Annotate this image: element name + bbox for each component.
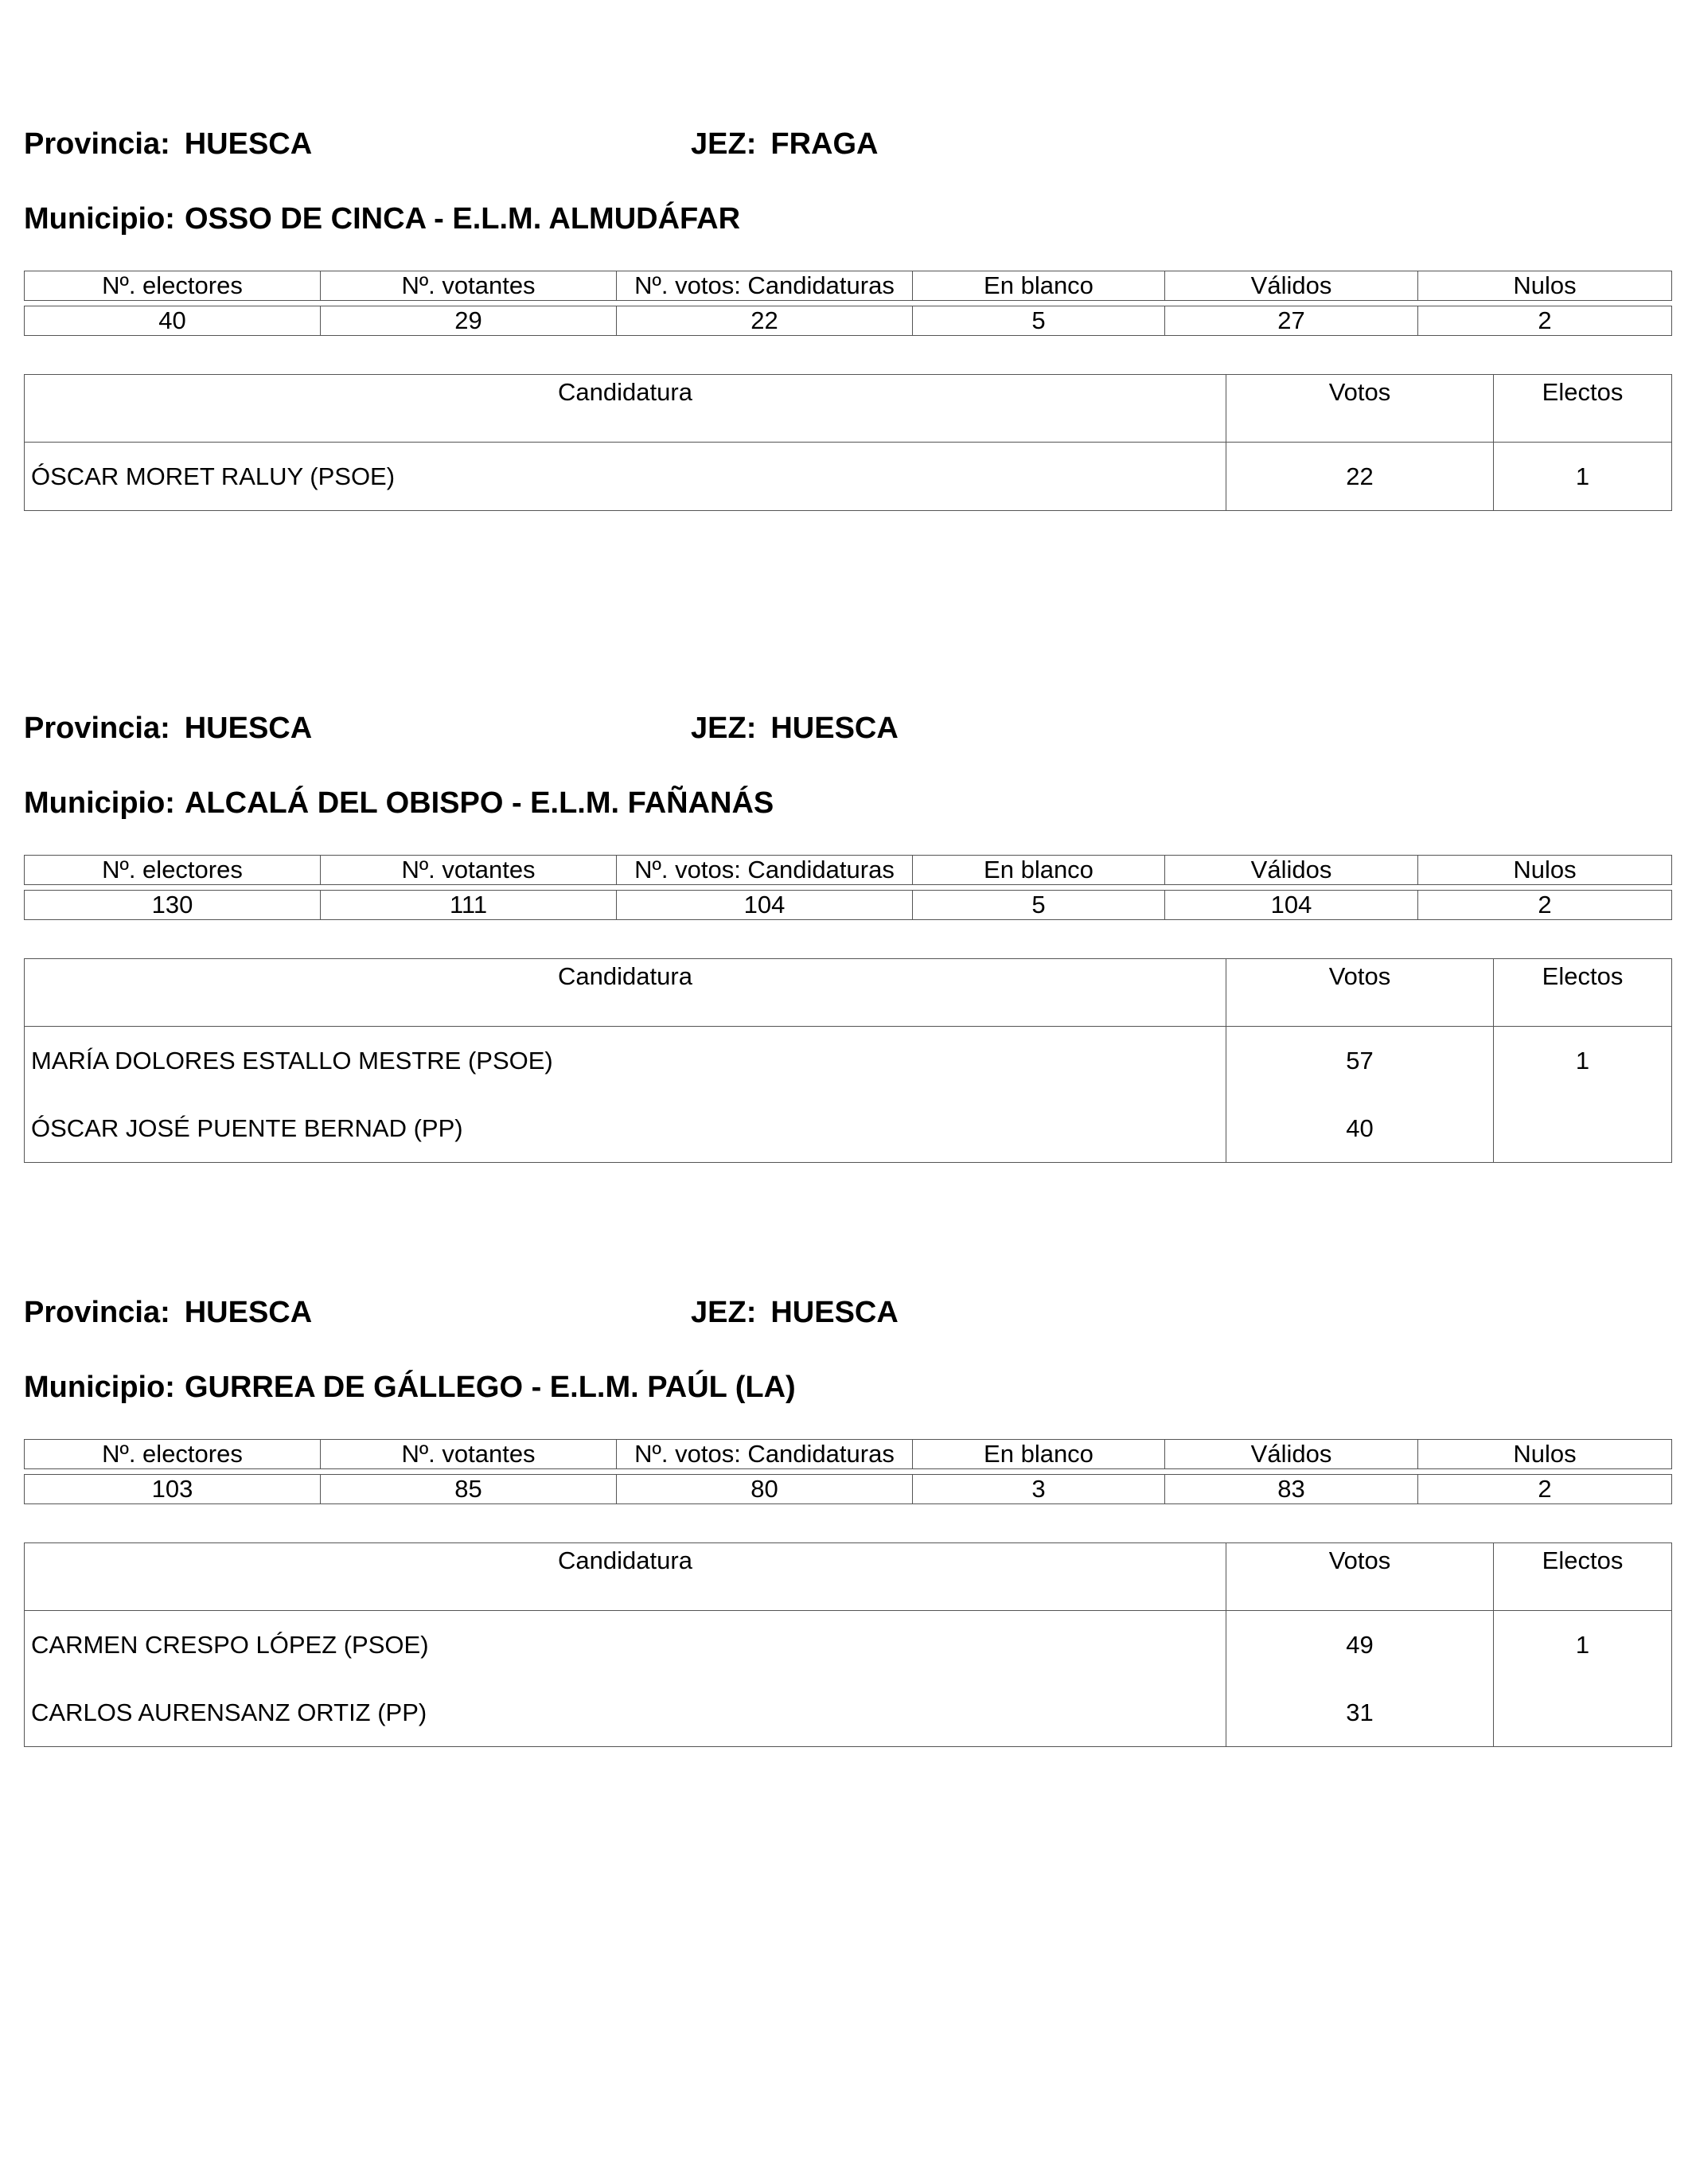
stats-value: 103 — [25, 1475, 321, 1504]
candidate-votos: 57 — [1226, 1027, 1494, 1095]
municipio-value: ALCALÁ DEL OBISPO - E.L.M. FAÑANÁS — [184, 786, 774, 820]
stats-header: Nº. electores — [25, 271, 321, 301]
stats-header: Válidos — [1165, 1440, 1418, 1469]
stats-header: Nº. electores — [25, 1440, 321, 1469]
jez-line — [691, 713, 899, 743]
stats-table — [24, 1439, 1672, 1504]
electos-header: Electos — [1494, 1543, 1672, 1611]
candidatura-header: Candidatura — [25, 1543, 1226, 1611]
candidate-electos — [1494, 1679, 1672, 1747]
stats-value: 3 — [913, 1475, 1165, 1504]
jez-label: JEZ: — [691, 127, 757, 161]
candidate-row — [25, 1611, 1672, 1679]
stats-header: Válidos — [1165, 271, 1418, 301]
jez-label: JEZ: — [691, 712, 757, 745]
candidates-table — [24, 958, 1672, 1163]
provincia-label: Provincia: — [24, 127, 170, 161]
stats-value-row — [25, 1475, 1672, 1504]
stats-value: 104 — [1165, 891, 1418, 920]
stats-header-row — [25, 271, 1672, 301]
jez-label: JEZ: — [691, 1296, 757, 1329]
stats-value: 5 — [913, 306, 1165, 336]
stats-header-row — [25, 856, 1672, 885]
candidate-votos: 40 — [1226, 1094, 1494, 1163]
candidates-header-row — [25, 1543, 1672, 1611]
stats-value: 104 — [617, 891, 913, 920]
stats-value: 2 — [1418, 891, 1672, 920]
candidate-row — [25, 443, 1672, 511]
candidate-electos: 1 — [1494, 1611, 1672, 1679]
candidate-votos: 31 — [1226, 1679, 1494, 1747]
candidate-name: CARMEN CRESPO LÓPEZ (PSOE) — [25, 1611, 1226, 1679]
stats-value-row — [25, 891, 1672, 920]
candidate-votos: 49 — [1226, 1611, 1494, 1679]
stats-header: Nº. votantes — [321, 856, 617, 885]
stats-value: 22 — [617, 306, 913, 336]
stats-header: Nulos — [1418, 856, 1672, 885]
municipio-line — [24, 788, 774, 818]
votos-header: Votos — [1226, 1543, 1494, 1611]
stats-header: Nulos — [1418, 1440, 1672, 1469]
stats-value-row — [25, 306, 1672, 336]
provincia-line — [24, 129, 312, 159]
electos-header: Electos — [1494, 959, 1672, 1027]
stats-header: Nº. votantes — [321, 271, 617, 301]
candidates-table — [24, 1542, 1672, 1747]
stats-header: En blanco — [913, 271, 1165, 301]
candidate-votos: 22 — [1226, 443, 1494, 511]
stats-header: En blanco — [913, 1440, 1165, 1469]
stats-header: Nº. votantes — [321, 1440, 617, 1469]
provincia-value: HUESCA — [184, 712, 313, 745]
stats-value: 80 — [617, 1475, 913, 1504]
stats-header: Nº. votos: Candidaturas — [617, 1440, 913, 1469]
candidate-name: MARÍA DOLORES ESTALLO MESTRE (PSOE) — [25, 1027, 1226, 1095]
municipio-line — [24, 1372, 796, 1402]
municipio-value: OSSO DE CINCA - E.L.M. ALMUDÁFAR — [184, 202, 741, 236]
stats-header: Nº. votos: Candidaturas — [617, 271, 913, 301]
municipio-line — [24, 204, 740, 234]
stats-value: 5 — [913, 891, 1165, 920]
candidate-electos — [1494, 1094, 1672, 1163]
stats-value: 111 — [321, 891, 617, 920]
candidate-row — [25, 1094, 1672, 1163]
stats-value: 83 — [1165, 1475, 1418, 1504]
candidate-electos: 1 — [1494, 1027, 1672, 1095]
stats-value: 40 — [25, 306, 321, 336]
votos-header: Votos — [1226, 375, 1494, 443]
stats-value: 29 — [321, 306, 617, 336]
provincia-line — [24, 713, 312, 743]
stats-value: 2 — [1418, 1475, 1672, 1504]
jez-value: FRAGA — [770, 127, 879, 161]
municipio-value: GURREA DE GÁLLEGO - E.L.M. PAÚL (LA) — [184, 1371, 796, 1404]
electos-header: Electos — [1494, 375, 1672, 443]
jez-value: HUESCA — [770, 1296, 899, 1329]
stats-header: Nº. votos: Candidaturas — [617, 856, 913, 885]
municipio-label: Municipio: — [24, 1371, 175, 1404]
candidates-header-row — [25, 959, 1672, 1027]
municipio-label: Municipio: — [24, 786, 175, 820]
candidates-header-row — [25, 375, 1672, 443]
stats-header: En blanco — [913, 856, 1165, 885]
provincia-label: Provincia: — [24, 1296, 170, 1329]
candidate-row — [25, 1027, 1672, 1095]
provincia-value: HUESCA — [184, 127, 313, 161]
stats-header: Nº. electores — [25, 856, 321, 885]
stats-value: 2 — [1418, 306, 1672, 336]
candidate-name: ÓSCAR MORET RALUY (PSOE) — [25, 443, 1226, 511]
candidate-electos: 1 — [1494, 443, 1672, 511]
stats-header-row — [25, 1440, 1672, 1469]
candidatura-header: Candidatura — [25, 375, 1226, 443]
stats-value: 27 — [1165, 306, 1418, 336]
jez-line — [691, 129, 878, 159]
stats-table — [24, 271, 1672, 336]
jez-value: HUESCA — [770, 712, 899, 745]
provincia-value: HUESCA — [184, 1296, 313, 1329]
stats-header: Válidos — [1165, 856, 1418, 885]
jez-line — [691, 1297, 899, 1328]
candidate-row — [25, 1679, 1672, 1747]
votos-header: Votos — [1226, 959, 1494, 1027]
municipio-label: Municipio: — [24, 202, 175, 236]
candidate-name: ÓSCAR JOSÉ PUENTE BERNAD (PP) — [25, 1094, 1226, 1163]
stats-table — [24, 855, 1672, 920]
candidatura-header: Candidatura — [25, 959, 1226, 1027]
provincia-label: Provincia: — [24, 712, 170, 745]
candidates-table — [24, 374, 1672, 511]
stats-value: 85 — [321, 1475, 617, 1504]
provincia-line — [24, 1297, 312, 1328]
stats-value: 130 — [25, 891, 321, 920]
stats-header: Nulos — [1418, 271, 1672, 301]
candidate-name: CARLOS AURENSANZ ORTIZ (PP) — [25, 1679, 1226, 1747]
